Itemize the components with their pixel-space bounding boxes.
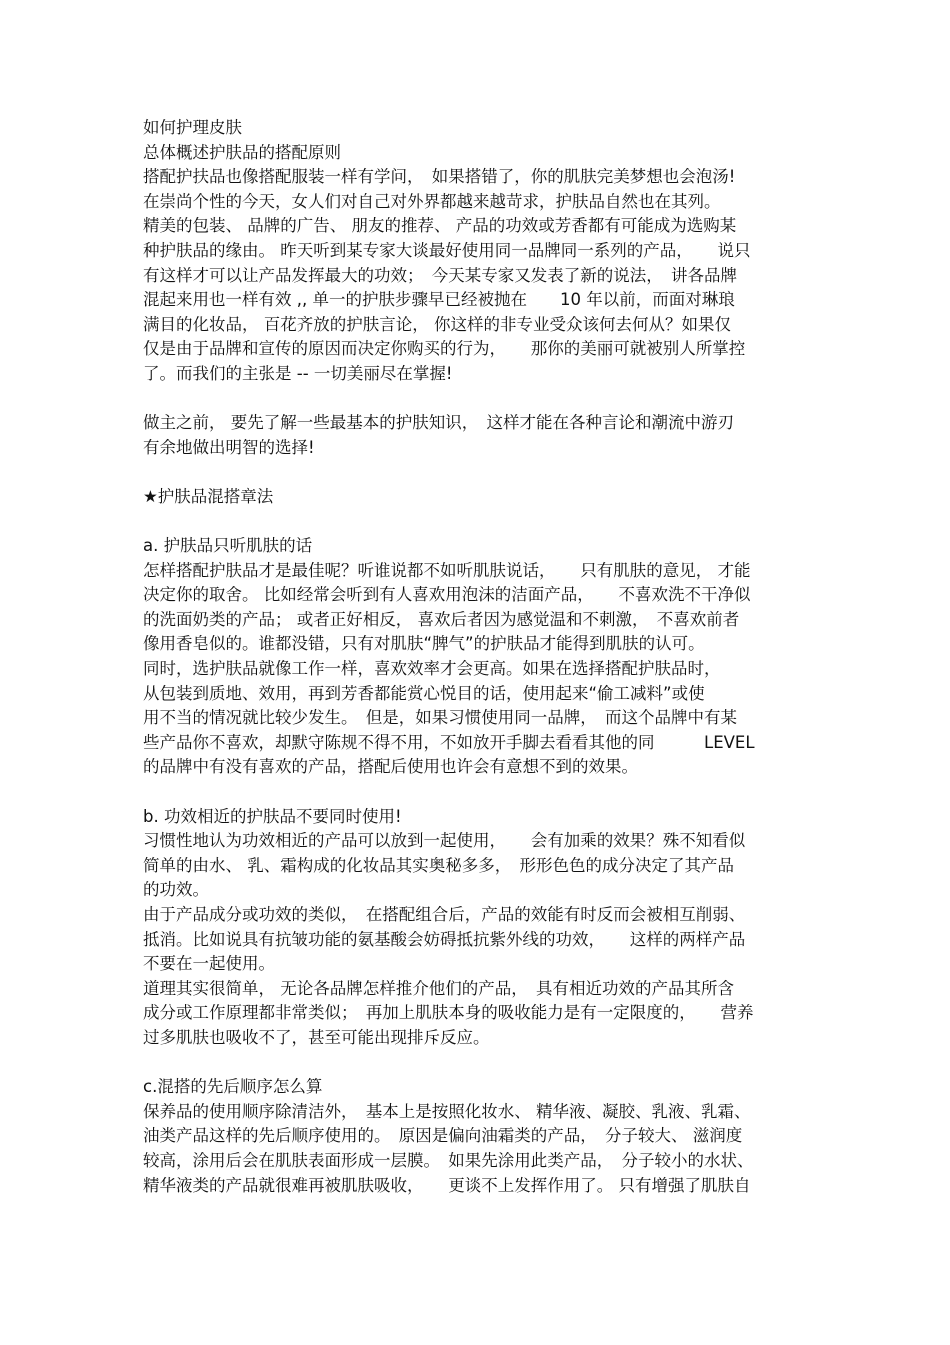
text-line: 做主之前， 要先了解一些最基本的护肤知识， 这样才能在各种言论和潮流中游刃: [143, 413, 734, 433]
text-line: 种护肤品的缘由。 昨天听到某专家大谈最好使用同一品牌同一系列的产品， 说只: [143, 240, 751, 260]
text-line: 满目的化妆品， 百花齐放的护肤言论， 你这样的非专业受众该何去何从？如果仅: [143, 314, 731, 334]
text-line: 仅是由于品牌和宣传的原因而决定你购买的行为， 那你的美丽可就被别人所掌控: [143, 339, 746, 359]
text-line: 有这样才可以让产品发挥最大的功效； 今天某专家又发表了新的说法， 讲各品牌: [143, 265, 737, 285]
text-line: 总体概述护肤品的搭配原则: [143, 142, 341, 162]
text-line: 搭配护扶品也像搭配服装一样有学问， 如果搭错了，你的肌肤完美梦想也会泡汤!: [143, 167, 736, 187]
text-line: 习惯性地认为功效相近的产品可以放到一起使用， 会有加乘的效果？殊不知看似: [143, 831, 746, 851]
text-line: 由于产品成分或功效的类似， 在搭配组合后，产品的效能有时反而会被相互削弱、: [143, 905, 746, 924]
text-line: 的品牌中有没有喜欢的产品，搭配后使用也许会有意想不到的效果。: [143, 757, 638, 777]
text-line: 像用香皂似的。谁都没错，只有对肌肤“脾气”的护肤品才能得到肌肤的认可。: [143, 634, 705, 654]
text-line: 些产品你不喜欢，却默守陈规不得不用，不如放开手脚去看看其他的同 LEVEL: [143, 732, 755, 752]
text-line: 较高，涂用后会在肌肤表面形成一层膜。 如果先涂用此类产品， 分子较小的水状、: [143, 1150, 754, 1170]
text-line: 过多肌肤也吸收不了，甚至可能出现排斥反应。: [143, 1027, 490, 1047]
text-line: b. 功效相近的护肤品不要同时使用!: [143, 806, 402, 826]
text-line: 怎样搭配护肤品才是最佳呢？听谁说都不如听肌肤说话， 只有肌肤的意见， 才能: [143, 560, 751, 580]
text-line: 保养品的使用顺序除清洁外， 基本上是按照化妆水、 精华液、凝胶、乳液、乳霜、: [143, 1101, 751, 1121]
blank-line: [143, 780, 808, 805]
text-line: 从包装到质地、效用，再到芳香都能赏心悦目的话，使用起来“偷工减料”或使: [143, 683, 705, 703]
blank-line: [143, 510, 808, 535]
text-line: 成分或工作原理都非常类似； 再加上肌肤本身的吸收能力是有一定限度的， 营养: [143, 1003, 754, 1023]
text-line: 的洗面奶类的产品； 或者正好相反， 喜欢后者因为感觉温和不刺激， 不喜欢前者: [143, 609, 740, 629]
text-line: 不要在一起使用。: [143, 954, 275, 974]
text-line: ★护肤品混搭章法: [143, 486, 274, 506]
text-line: 道理其实很简单， 无论各品牌怎样推介他们的产品， 具有相近功效的产品其所含: [143, 978, 734, 998]
text-line: 简单的由水、 乳、霜构成的化妆品其实奥秘多多， 形形色色的成分决定了其产品: [143, 855, 734, 875]
text-line: 决定你的取舍。 比如经常会听到有人喜欢用泡沫的洁面产品， 不喜欢洗不干净似: [143, 585, 751, 605]
blank-line: [143, 460, 808, 485]
text-line: 同时，选护肤品就像工作一样，喜欢效率才会更高。如果在选择搭配护肤品时，: [143, 659, 721, 679]
text-line: c.混搭的先后顺序怎么算: [143, 1077, 323, 1097]
text-line: 用不当的情况就比较少发生。 但是，如果习惯使用同一品牌， 而这个品牌中有某: [143, 708, 737, 728]
text-line: 混起来用也一样有效 ,, 单一的护肤步骤早已经被抛在 10 年以前，而面对琳琅: [143, 290, 735, 310]
document-body: [143, 116, 808, 1198]
text-line: 精华液类的产品就很难再被肌肤吸收， 更谈不上发挥作用了。 只有增强了肌肤自: [143, 1175, 751, 1195]
text-line: 油类产品这样的先后顺序使用的。 原因是偏向油霜类的产品， 分子较大、 滋润度: [143, 1126, 743, 1146]
text-line: a. 护肤品只听肌肤的话: [143, 536, 313, 556]
text-line: 有余地做出明智的选择!: [143, 437, 315, 457]
text-line: 在崇尚个性的今天，女人们对自己对外界都越来越苛求，护肤品自然也在其列。: [143, 191, 721, 211]
blank-line: [143, 387, 808, 412]
text-line: 的功效。: [143, 880, 209, 900]
text-line: 了。而我们的主张是 -- 一切美丽尽在掌握!: [143, 363, 453, 383]
text-line: 如何护理皮肤: [143, 118, 242, 137]
text-line: 精美的包装、 品牌的广告、 朋友的推荐、 产品的功效或芳香都有可能成为选购某: [143, 216, 737, 236]
blank-line: [143, 1051, 808, 1076]
text-line: 抵消。比如说具有抗皱功能的氨基酸会妨碍抵抗紫外线的功效， 这样的两样产品: [143, 929, 746, 949]
